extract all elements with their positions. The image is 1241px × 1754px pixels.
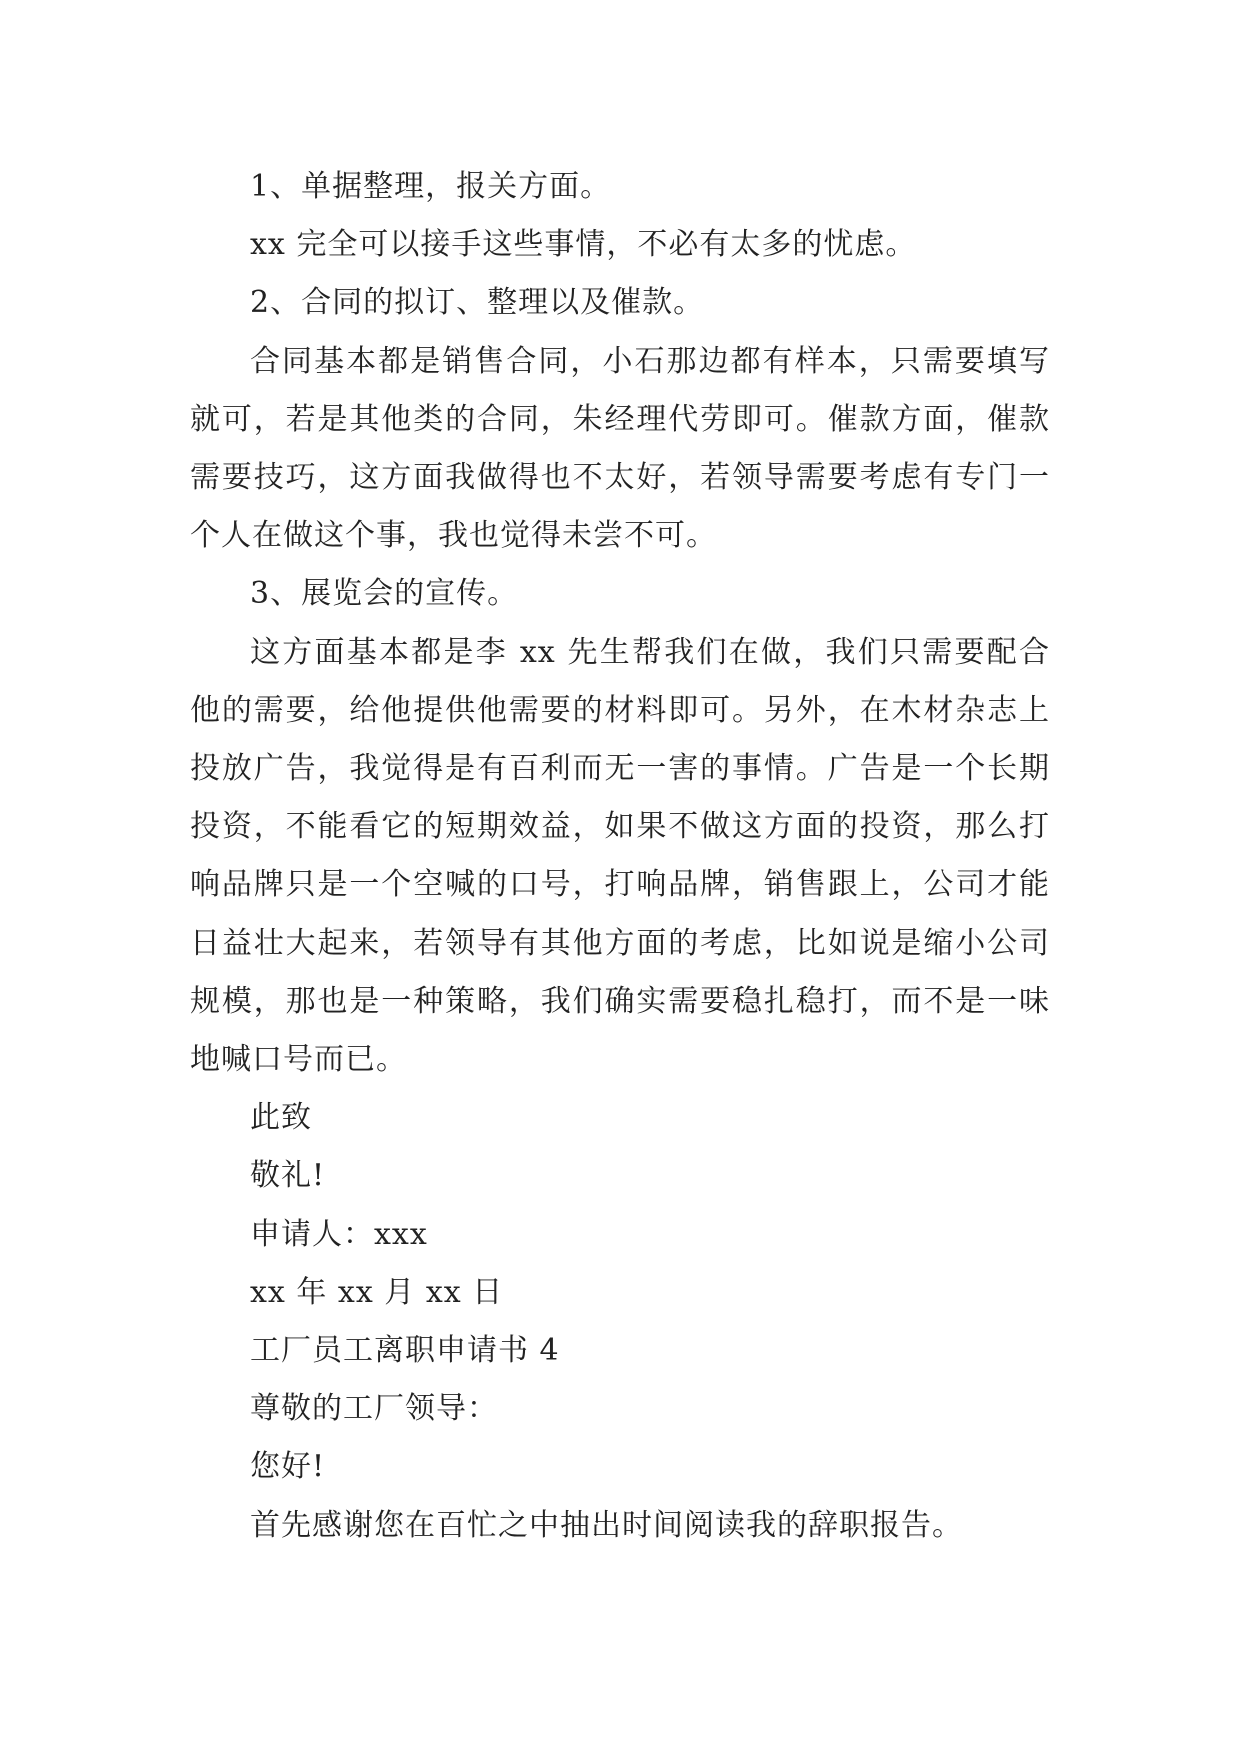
paragraph: 合同基本都是销售合同，小石那边都有样本，只需要填写就可，若是其他类的合同，朱经理代劳即可。催款方面，催款需要技巧，这方面我做得也不太好，若领导需要考虑有专门一个人在做这个事，我也觉得未尝不可。 xyxy=(190,343,1050,554)
letter-hello: 您好! xyxy=(250,1449,326,1485)
paragraph: 这方面基本都是李 xx 先生帮我们在做，我们只需要配合他的需要，给他提供他需要的材料即可。另外，在木材杂志上投放广告，我觉得是有百利而无一害的事情。广告是一个长期投资，不能看它的短期效益，如果不做这方面的投资，那么打响品牌只是一个空喊的口号，打响品牌，销售跟上，公司才能日益壮大起来，若领导有其他方面的考虑，比如说是缩小公司规模，那也是一种策略，我们确实需要稳扎稳打，而不是一味地喊口号而已。 xyxy=(190,634,1050,1078)
section-heading-2: 2、合同的拟订、整理以及催款。 xyxy=(250,285,705,321)
letter-title: 工厂员工离职申请书 4 xyxy=(250,1333,560,1369)
section-heading-1: 1、单据整理，报关方面。 xyxy=(250,169,612,204)
paragraph: xx 完全可以接手这些事情，不必有太多的忧虑。 xyxy=(250,227,917,263)
section-heading-3: 3、展览会的宣传。 xyxy=(250,576,519,612)
paragraph: 首先感谢您在百忙之中抽出时间阅读我的辞职报告。 xyxy=(250,1507,963,1543)
letter-greeting: 尊敬的工厂领导： xyxy=(250,1391,498,1427)
document-body xyxy=(190,158,1050,1555)
applicant-line: 申请人：xxx xyxy=(250,1216,428,1252)
date-line: xx 年 xx 月 xx 日 xyxy=(250,1274,504,1310)
closing-regards: 敬礼! xyxy=(250,1158,326,1194)
closing-salutation: 此致 xyxy=(250,1100,312,1136)
